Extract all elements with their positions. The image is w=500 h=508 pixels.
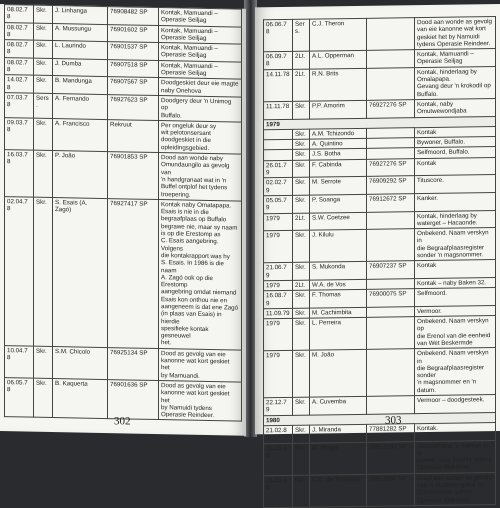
cell-rank: Skr. (34, 197, 53, 346)
cell-rank: Skr. (293, 195, 310, 213)
cell-rank: Skr. (293, 443, 310, 475)
cell-number: 76927623 SP (108, 95, 159, 121)
cell-rank: Skr. (34, 5, 53, 23)
cell-date: 21.06.79 (264, 263, 293, 281)
cell-name: S.W. Coetzee (310, 212, 367, 230)
cell-name: J. Linhanga (53, 6, 108, 25)
cell-text: Kontak, naby Omutwewondjaba (415, 99, 496, 118)
cell-date: 1979 (264, 231, 293, 264)
cell-date: 08.02.78 (5, 40, 34, 58)
cell-number: Rekruut (108, 119, 159, 152)
cell-text: Selfmoord, Buffalo. (415, 147, 496, 158)
cell-date: 14.11.78 (264, 69, 293, 102)
cell-text: Kontak, Mamuandi – Operasie Seiljag (159, 25, 242, 44)
cell-text: Bywoner, Buffalo. (415, 137, 496, 148)
cell-rank: Skr. (293, 139, 310, 150)
cell-text: Kontak, Mamuandi – Operasie Seiljag (415, 49, 496, 68)
cell-text: Dood aan wonde as gevolg van eie kanonne wat kort geskiet het by Namuidi tydens Operasie Reindeer. (415, 17, 496, 50)
cell-number: 76907567 SP (108, 77, 159, 96)
cell-text: Onbekend. Naam verskyn op die Erenol van die eenheid van Wet Beskermde (415, 316, 496, 349)
cell-date: 06.05.78 (5, 378, 34, 418)
cell-rank: Skr. (293, 397, 310, 415)
cell-date: 22.12.79 (264, 397, 293, 415)
cell-name: J. Miranda (310, 424, 367, 442)
cell-rank: 2Lt. (293, 280, 310, 291)
cell-date (264, 150, 293, 161)
cell-name: R.N. Brits (310, 68, 367, 101)
cell-rank: 2Lt. (293, 69, 310, 101)
cell-date: 10.04.78 (5, 345, 34, 378)
cell-name: F. Thomas (310, 290, 367, 308)
cell-number: 78913193 SP (367, 441, 415, 474)
cell-date: 1979 (264, 318, 293, 351)
cell-date: 03.03.80 (264, 443, 293, 476)
cell-name: J.S. Botha (310, 149, 367, 160)
cell-text: Kontak, hinderlaag by waterget – Hacaonde. (415, 210, 496, 229)
cell-rank: Sers. (34, 93, 53, 118)
cell-name: F. Cabinda (310, 159, 367, 177)
table-row (264, 66, 496, 101)
table-row (5, 345, 242, 382)
cell-number: 76900075 SP (367, 289, 415, 307)
cell-date: 05.05.79 (264, 195, 293, 213)
cell-date: 08.02.78 (5, 22, 34, 40)
cell-name: M. Serrote (310, 177, 367, 195)
casualty-table-left (4, 4, 242, 422)
cell-text: Kontak, Mamuandi – Operasie Seiljag (159, 43, 242, 62)
cell-number (367, 211, 415, 229)
page-number-right: 303 (385, 414, 402, 427)
cell-number: 78912896 SP (367, 473, 415, 506)
cell-date: 1979 (264, 213, 293, 231)
table-row (264, 472, 496, 507)
cell-rank: Skr. (293, 262, 310, 280)
table-row (264, 17, 496, 52)
cell-number: 76927417 SP (108, 198, 159, 348)
cell-text: Dood as gevolg van eie kanonne wat kort geskiet het by Namuidi tydens Operasie Reindeer. (159, 380, 242, 421)
cell-number: 76908482 SP (108, 7, 159, 26)
cell-number: 76909292 SP (367, 176, 415, 194)
cell-name: A. Fernando (53, 93, 108, 119)
cell-date: 11.11.78 (264, 101, 293, 119)
cell-text: Kontak, Mamuandi – Operasie Seiljag (159, 8, 242, 27)
cell-number: 76901853 SP (108, 152, 159, 200)
cell-date (264, 129, 293, 140)
cell-text: Kontak (415, 157, 496, 176)
cell-text: Vermoor – doodgesteek. (415, 395, 496, 414)
cell-number: 76907237 SP (367, 261, 415, 279)
cell-date: 07.03.78 (5, 93, 34, 118)
cell-text: Dood aan wonde as gevolg van 'n mortierongeluk by Dombondola tydens Operasie Makalani. (415, 472, 496, 505)
cell-name: L. Laurindo (53, 41, 108, 60)
cell-rank: Skr. (34, 76, 53, 94)
cell-number (367, 317, 415, 350)
cell-rank: Skr. (293, 160, 310, 178)
cell-name: M. Yenga (310, 442, 367, 475)
table-row (5, 196, 242, 349)
cell-text: Per ongeluk deur sy wit pelotonsersant doodgeskiet in die opleidingsgebied. (159, 120, 242, 154)
cell-name: J. Dumba (53, 58, 108, 77)
cell-name: P. Soanga (310, 194, 367, 212)
cell-date: 08.02.78 (5, 5, 34, 23)
cell-number: 76912672 SP (367, 194, 415, 212)
cell-number (367, 229, 415, 262)
cell-date: 06.09.78 (264, 52, 293, 70)
cell-text: Selfmoord. (415, 288, 496, 307)
cell-rank: Skr. (34, 58, 53, 76)
left-page (0, 4, 246, 436)
cell-rank: Skr. (34, 346, 53, 379)
cell-number: 76907518 SP (108, 59, 159, 78)
cell-number (367, 306, 415, 317)
cell-date: 09.03.78 (5, 117, 34, 150)
cell-rank: 2Lt. (293, 213, 310, 231)
cell-number (367, 18, 415, 51)
cell-rank: 2Lt. (293, 51, 310, 69)
cell-rank: Skr. (293, 129, 310, 140)
table-row (264, 348, 496, 398)
casualty-table-right (263, 16, 496, 508)
table-row (264, 228, 496, 263)
cell-date: 16.03.78 (5, 150, 34, 197)
cell-date: 08.02.78 (5, 57, 34, 75)
cell-rank: Skr. (293, 350, 310, 397)
cell-number (367, 138, 415, 149)
cell-name: A. Cuvemba (310, 396, 367, 414)
cell-name: S. Esais (A. Zagó) (53, 197, 108, 347)
cell-name: A. Mussungu (53, 23, 108, 42)
cell-name: B. Mandunga (53, 76, 108, 95)
cell-number: 76927276 SP (367, 100, 415, 118)
cell-text: Doodgeskiet deur eie magte naby Onehova (159, 78, 242, 97)
cell-name: A.L. Opperman (310, 51, 367, 69)
cell-rank: Skr. (293, 101, 310, 119)
cell-text: Kontak, Mamuandi – Operasie Seiljag (159, 60, 242, 79)
cell-text: Kontak (415, 260, 496, 279)
cell-number (367, 67, 415, 100)
table-row (264, 440, 496, 475)
cell-date: 02.02.79 (264, 178, 293, 196)
table-row (5, 150, 242, 201)
cell-rank: Skr. (34, 40, 53, 58)
cell-text: Onbekend. Naam verskyn in die Begraafplaasregister sonder 'n magsnommer en 'n datum. (415, 348, 496, 396)
cell-rank: Skr. (34, 378, 53, 418)
cell-rank: Sers. (293, 19, 310, 51)
cell-number: 76925134 SP (108, 347, 159, 380)
cell-number: 77881282 SP (367, 424, 415, 442)
cell-text: Kanker. (415, 193, 496, 212)
cell-number (367, 349, 415, 396)
cell-date: 21.03.80 (264, 475, 293, 508)
cell-name: J. Kilulu (310, 229, 367, 262)
cell-number (367, 396, 415, 414)
table-row (5, 117, 242, 154)
cell-name: P. João (53, 151, 108, 199)
cell-number (367, 279, 415, 290)
cell-text: Dood as gevolg van eie kanonne wat kort geskiet het by Mamuandi. (159, 348, 242, 382)
cell-date: 1979 (264, 280, 293, 291)
cell-name: M. Cachimbita (310, 307, 367, 318)
cell-text: Dood aan wonde naby Omundaungilo as gevolg van 'n handgranaat wat in 'n Buffel ontplof het tydens troepering. (159, 153, 242, 201)
cell-number (367, 128, 415, 139)
cell-text: Kontak – naby Baken 32. (415, 277, 496, 288)
cell-name: S.M. Chicolo (53, 346, 108, 379)
cell-rank: Skr. (293, 150, 310, 161)
cell-rank: Skr. (293, 318, 310, 350)
cell-text: Gedood deur 'n fopmyn in 'n bunker naby Naulila tydens Operasie Makalani. (415, 440, 496, 473)
cell-date (264, 140, 293, 151)
cell-rank: Skr. (293, 178, 310, 196)
cell-date: 06.06.78 (264, 19, 293, 52)
cell-name: C.J. Theron (310, 18, 367, 51)
cell-rank: Skr. (34, 23, 53, 41)
table-row (264, 316, 496, 351)
cell-rank: Skr. (293, 230, 310, 262)
cell-name: M. João (310, 350, 367, 398)
cell-number: 76901636 SP (108, 380, 159, 420)
cell-date: 26.01.79 (264, 160, 293, 178)
cell-name: S. Mukonda (310, 262, 367, 280)
cell-date: 21.02.80 (264, 425, 293, 443)
cell-number (367, 50, 415, 68)
right-page (255, 4, 500, 504)
section-year: 1980 (264, 412, 496, 426)
cell-text: Onbekend. Naam verskyn in die Begraafplaasregister sonder 'n magsnommer. (415, 228, 496, 261)
cell-text: Kontak. (415, 423, 496, 442)
cell-name: W.A. de Vos (310, 279, 367, 290)
cell-number (367, 148, 415, 159)
cell-text: Doodgery deur 'n Unimog op Buffalo. (159, 96, 242, 122)
cell-rank: Skr. (293, 290, 310, 308)
cell-name: C.C. da Trinidade (310, 474, 367, 507)
cell-rank: Skr. (34, 118, 53, 151)
cell-number: 76927276 SP (367, 158, 415, 176)
cell-number: 76901602 SP (108, 24, 159, 43)
cell-date: 14.02.78 (5, 75, 34, 93)
page-number-left: 302 (114, 415, 131, 428)
cell-rank: Skr. (34, 150, 53, 197)
cell-rank: Kpl. (293, 475, 310, 507)
cell-name: A. Francisco (53, 118, 108, 151)
cell-name: A. Quintino (310, 139, 367, 150)
cell-name: P.P. Amorim (310, 100, 367, 118)
cell-name: A.M. Tchizondo (310, 128, 367, 139)
cell-name: B. Kaquerta (53, 378, 108, 419)
section-year: 1979 (264, 116, 496, 130)
cell-date: 02.04.78 (5, 196, 34, 345)
cell-text: Tituscore. (415, 175, 496, 194)
cell-date: 11.09.79 (264, 308, 293, 319)
cell-rank: Skr. (293, 308, 310, 319)
cell-text: Vermoor. (415, 305, 496, 316)
cell-date: 1979 (264, 351, 293, 398)
cell-text: Kontak, hinderlaag by Omalapapa. Gevang deur 'n krokodil op Buffalo. (415, 66, 496, 99)
cell-text: Kontak (415, 126, 496, 137)
cell-rank: Skr. (293, 425, 310, 443)
cell-number: 76901537 SP (108, 42, 159, 61)
cell-name: L. Perreira (310, 317, 367, 350)
cell-text: Kontak naby Omatapapa. Esais is nie in die begraafplaas op Buffalo begrawe nie, maar sy naam is op die Erestomp as C. Esais aangebring. Volgens die kontakrapport was hy S. Esais. In 1986 is die naam A. Zagó ook op die Erestomp aangebring omdat niemand Esais kon onthou nie en aangeneem is dat ene Zagó (in plaas van Esais) in hierdie spesifieke kontak gesneuwel het. (159, 199, 242, 350)
cell-date: 16.08.79 (264, 291, 293, 309)
